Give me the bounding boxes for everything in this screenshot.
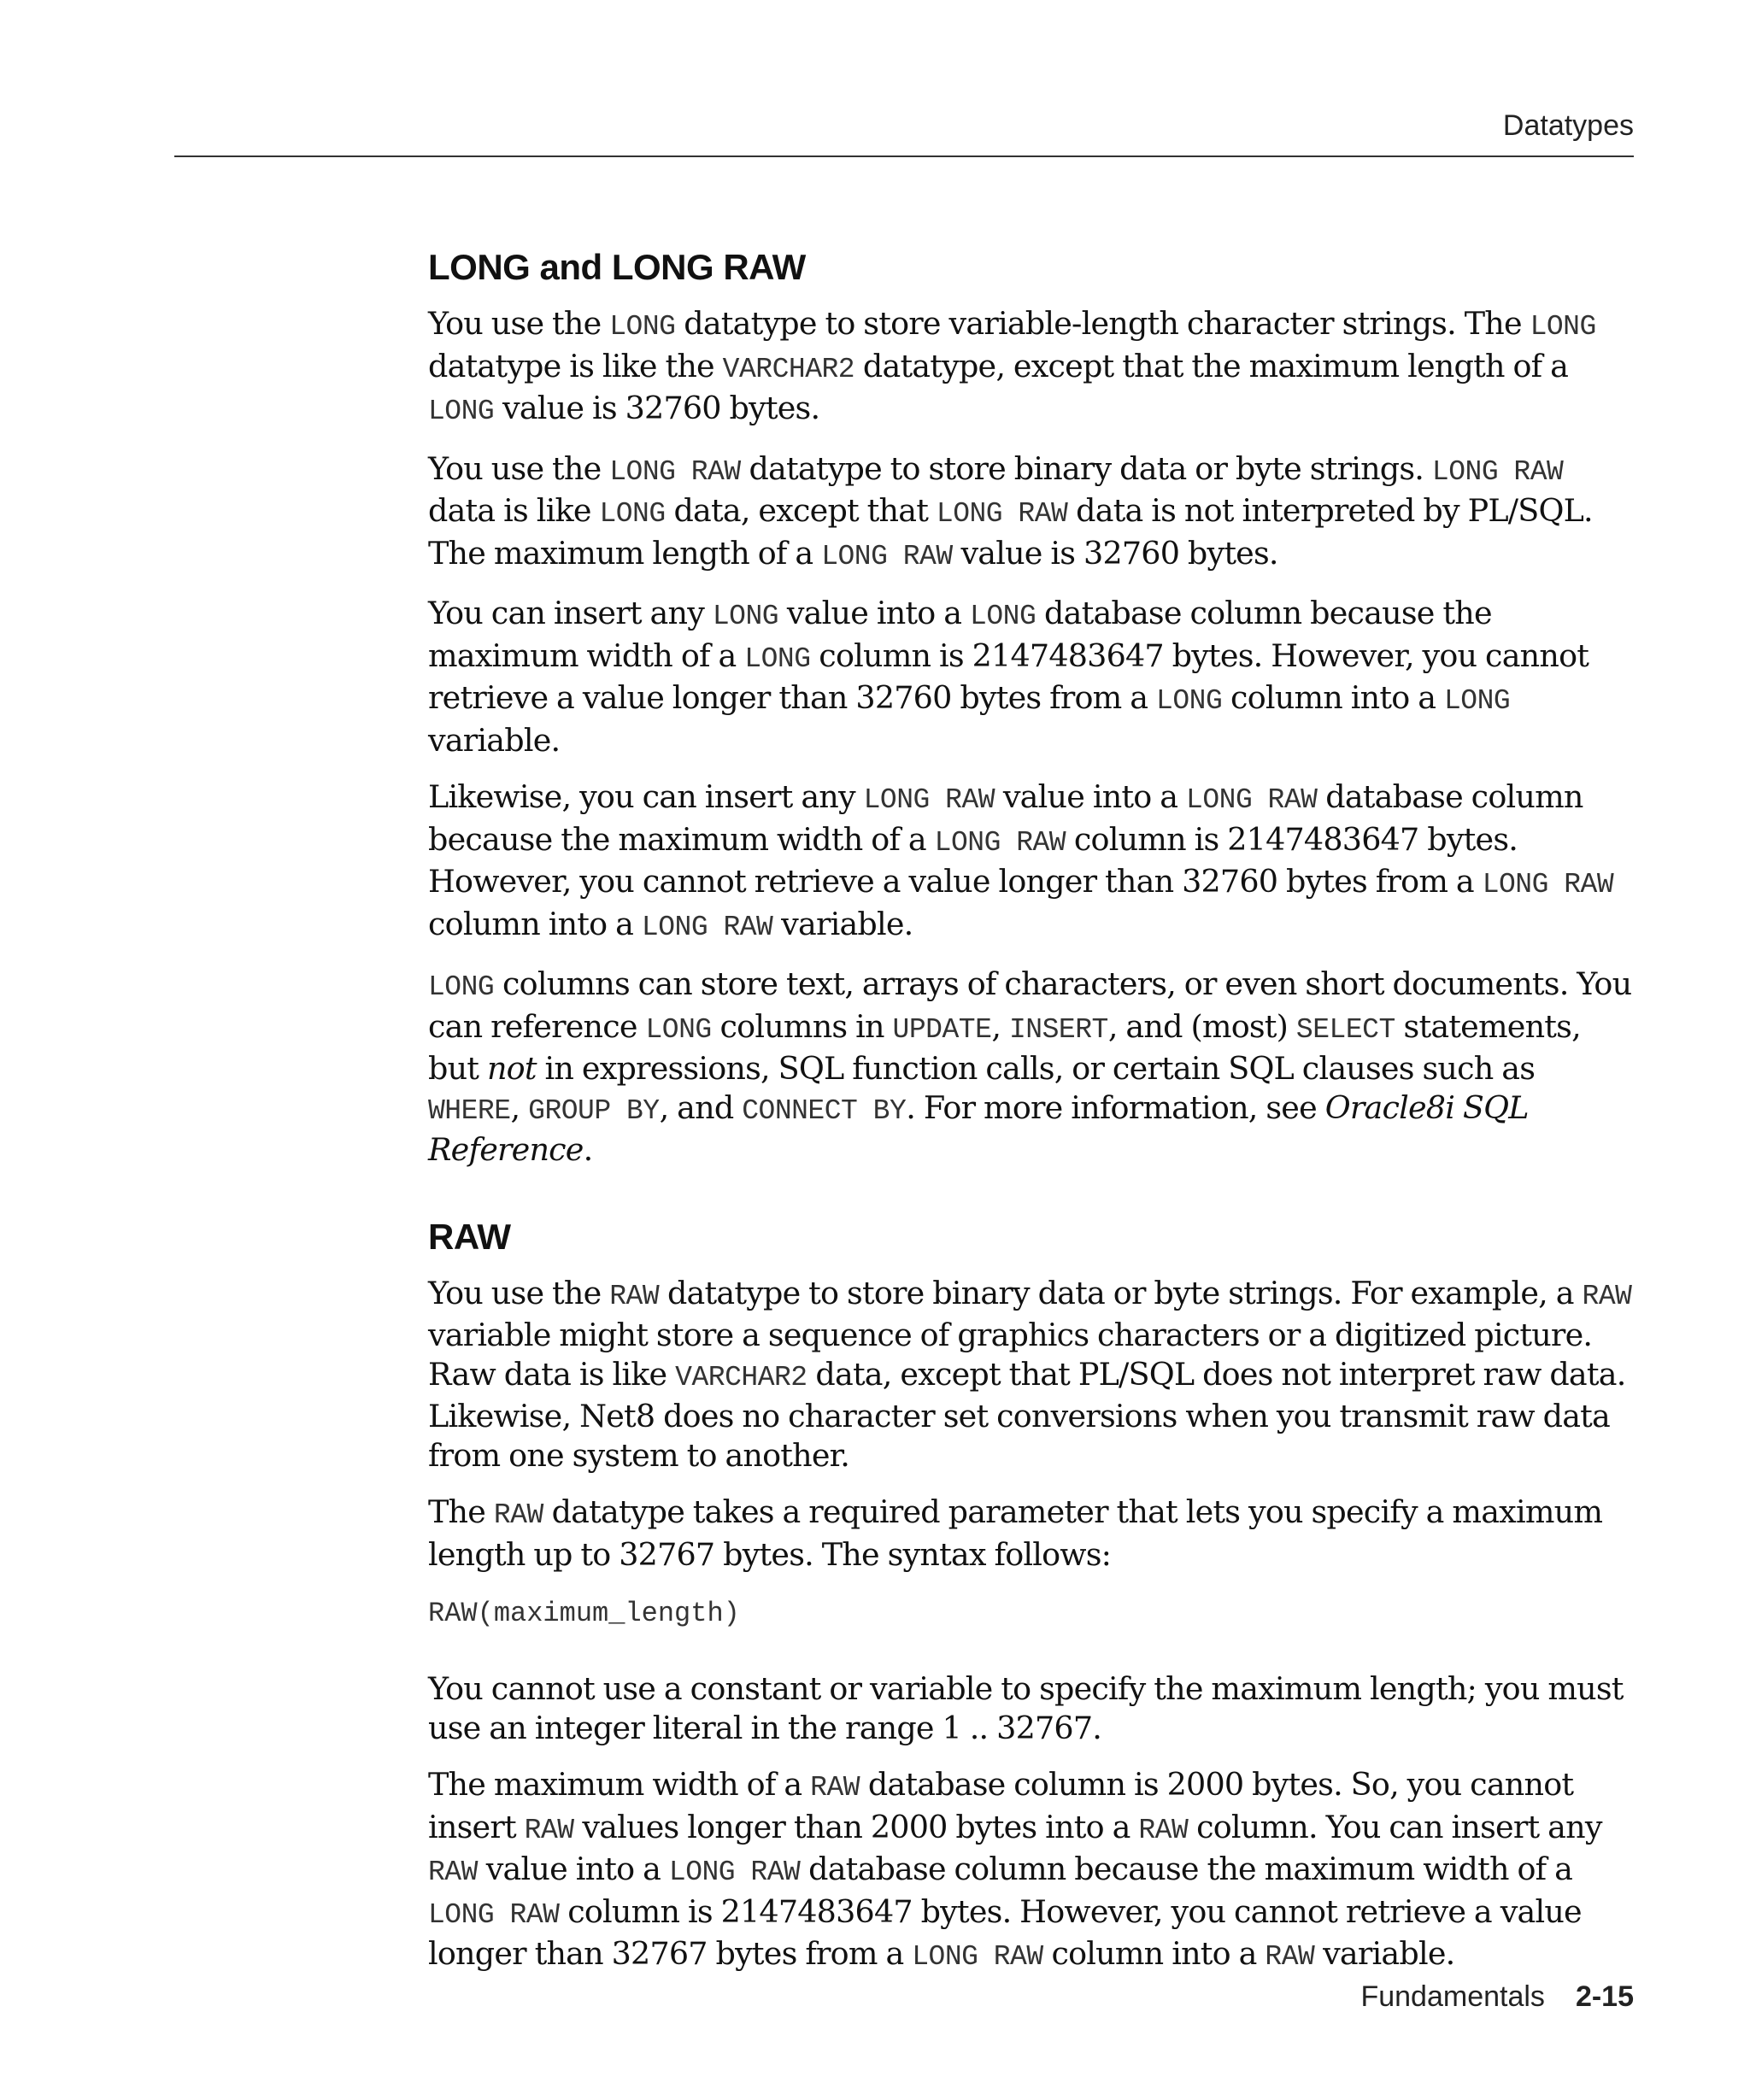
footer-label: Fundamentals (1360, 1980, 1545, 2013)
inline-code: LONG RAW (668, 1857, 801, 1889)
body-paragraph: You use the LONG RAW datatype to store binary data or byte strings. LONG RAW data is like LONG data, except that LONG RAW data is not interpreted by PL/SQL. The maximum length of a LONG RAW value is 32760 bytes. (428, 449, 1593, 572)
section-body (428, 1274, 1633, 1575)
running-footer (1360, 1980, 1634, 2014)
inline-code: RAW (1265, 1941, 1315, 1974)
body-paragraph: You use the RAW datatype to store binary data or byte strings. For example, a RAW variable might store a sequence of graphics characters or a digitized picture. Raw data is like VARCHAR2 data, except that PL/SQL does not interpret raw data. Likewise, Net8 does no character set conversions when you transmit raw data from one system to another. (428, 1274, 1632, 1474)
inline-code: UPDATE (892, 1013, 992, 1046)
page-content (428, 248, 1633, 1995)
inline-code: RAW (524, 1814, 574, 1846)
inline-code: SELECT (1295, 1013, 1395, 1046)
section-body (428, 304, 1633, 1170)
inline-code: LONG (970, 601, 1036, 633)
inline-code: GROUP BY (528, 1094, 660, 1127)
header-rule (174, 155, 1634, 157)
inline-code: CONNECT BY (742, 1094, 907, 1127)
body-paragraph: The RAW datatype takes a required parameter that lets you specify a maximum length up to 32767 bytes. The syntax follows: (428, 1493, 1603, 1573)
inline-code: LONG (599, 498, 666, 531)
syntax-example: RAW(maximum_length) (428, 1598, 740, 1630)
inline-code: RAW (1138, 1814, 1189, 1846)
emphasis: not (486, 1050, 537, 1088)
inline-code: LONG (645, 1013, 712, 1046)
inline-code: INSERT (1008, 1013, 1108, 1046)
body-paragraph: Likewise, you can insert any LONG RAW value into a LONG RAW database column because the maximum width of a LONG RAW column is 2147483647 bytes. However, you cannot retrieve a value longer than 32760 bytes from a LONG RAW column into a LONG RAW variable. (428, 778, 1614, 943)
section-long-and-long-raw (428, 248, 1633, 1170)
inline-code: LONG RAW (863, 784, 995, 817)
inline-code: RAW (1582, 1280, 1632, 1312)
body-paragraph: The maximum width of a RAW database column is 2000 bytes. So, you cannot insert RAW values longer than 2000 bytes into a RAW column. You can insert any RAW value into a LONG RAW database column because the maximum width of a LONG RAW column is 2147483647 bytes. However, you cannot retrieve a value longer than 32767 bytes from a LONG RAW column into a RAW variable. (428, 1766, 1602, 1974)
inline-code: RAW (609, 1280, 660, 1312)
inline-code: LONG RAW (936, 498, 1068, 531)
inline-code: WHERE (428, 1094, 511, 1127)
inline-code: LONG (1443, 685, 1511, 718)
section-heading: RAW (428, 1216, 511, 1257)
inline-code: LONG (744, 642, 811, 675)
inline-code: RAW (810, 1772, 860, 1804)
inline-code: RAW (493, 1499, 543, 1532)
inline-code: LONG (1530, 311, 1596, 343)
page-number: 2-15 (1575, 1980, 1634, 2013)
section-heading: LONG and LONG RAW (428, 247, 806, 287)
inline-code: LONG RAW (934, 826, 1066, 859)
inline-code: LONG RAW (821, 540, 953, 572)
body-paragraph: You cannot use a constant or variable to specify the maximum length; you must use an integer literal in the range 1 .. 32767. (428, 1670, 1624, 1746)
inline-code: VARCHAR2 (722, 353, 855, 385)
inline-code: LONG (1156, 685, 1223, 718)
inline-code: LONG (609, 311, 676, 343)
body-paragraph: You use the LONG datatype to store variable-length character strings. The LONG datatype is like the VARCHAR2 datatype, except that the maximum length of a LONG value is 32760 bytes. (428, 305, 1596, 428)
section-body-continued (428, 1669, 1633, 1977)
inline-code: LONG RAW (912, 1941, 1043, 1974)
inline-code: LONG RAW (1482, 869, 1614, 901)
inline-code: LONG RAW (428, 1898, 560, 1931)
emphasis: Oracle8i SQL Reference (428, 1088, 1529, 1169)
running-header: Datatypes (1502, 109, 1634, 142)
inline-code: LONG RAW (1431, 455, 1564, 488)
inline-code: LONG RAW (1186, 784, 1318, 817)
inline-code: VARCHAR2 (675, 1361, 807, 1393)
body-paragraph: LONG columns can store text, arrays of characters, or even short documents. You can reference LONG columns in UPDATE, INSERT, and (most) SELECT statements, but not in expressions, SQL function calls, or certain SQL clauses such as WHERE, GROUP BY, and CONNECT BY. For more information, see Oracle8i SQL Reference. (428, 965, 1632, 1169)
inline-code: RAW (428, 1857, 478, 1889)
inline-code: LONG RAW (609, 455, 741, 488)
inline-code: LONG (712, 601, 779, 633)
body-paragraph: You can insert any LONG value into a LONG database column because the maximum width of a LONG column is 2147483647 bytes. However, you cannot retrieve a value longer than 32760 bytes from a LONG column into a LONG variable. (428, 595, 1589, 759)
inline-code: LONG (428, 971, 495, 1004)
inline-code: LONG (428, 396, 495, 428)
inline-code: LONG RAW (641, 911, 773, 943)
section-raw (428, 1217, 1633, 1977)
